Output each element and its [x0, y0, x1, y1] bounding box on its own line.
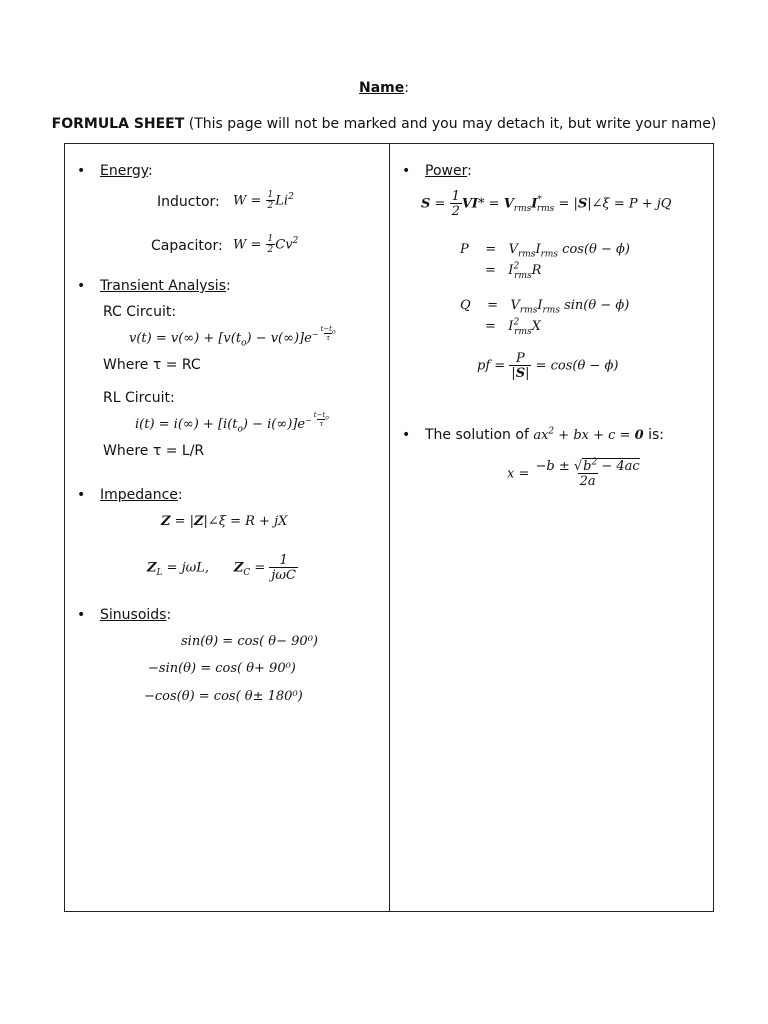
formula-table	[64, 143, 714, 912]
rl-tau-text: Where τ = L/R	[103, 443, 205, 459]
rc-tau-text: Where τ = RC	[103, 357, 201, 373]
quadratic-tail: is:	[648, 427, 664, 443]
name-line	[0, 80, 768, 96]
name-label: Name	[359, 80, 405, 96]
bullet-icon: •	[77, 278, 86, 294]
real-power-equation: P = $V_{rms}I_{rms}$ cos(θ − ϕ)	[460, 242, 630, 260]
sinusoid-identity-2: −sin(θ) = cos( θ+ 90⁰)	[148, 661, 296, 676]
title-line	[0, 116, 768, 132]
reactive-power-equation-alt: = $I^2_{rms}X$	[485, 317, 541, 337]
power-heading: Power:	[425, 163, 472, 179]
reactive-power-equation: Q = $V_{rms}I_{rms}$ sin(θ − ϕ)	[460, 298, 630, 316]
name-colon: :	[404, 80, 409, 96]
bullet-icon: •	[77, 607, 86, 623]
sheet-title: FORMULA SHEET	[51, 116, 185, 132]
quadratic-equation: $ax^2$ + bx + c = 0	[533, 426, 644, 443]
impedance-components-equation: $Z_L = j\omega L$, $Z_C$ = $\frac{1}{\text{jωC}}$	[147, 553, 296, 583]
complex-power-equation: S = $\frac{1}{2}$ $VI* = V_{rms}I^*_{rms}$ = |S|∠ξ = P + jQ	[421, 189, 672, 219]
bullet-icon: •	[402, 427, 411, 443]
quadratic-formula: x = $\frac{-b \pm √b^2 - 4ac}{2a}$	[507, 457, 640, 489]
inductor-energy-equation: W = $\frac{1}{2}$ Li$^2$	[233, 190, 294, 211]
inductor-label: Inductor:	[157, 194, 220, 210]
power-factor-equation: pf = $\frac{P}{|S|}$ = cos(θ − ϕ)	[477, 351, 619, 381]
bullet-icon: •	[77, 163, 86, 179]
sinusoids-heading: Sinusoids:	[100, 607, 172, 623]
rc-circuit-label: RC Circuit:	[103, 304, 177, 320]
real-power-equation-alt: = $I^2_{rms}R$	[485, 261, 542, 281]
quadratic-intro: The solution of	[425, 427, 529, 443]
transient-heading: Transient Analysis:	[100, 278, 231, 294]
impedance-equation: Z = |Z|∠ξ = R + jX	[161, 514, 288, 529]
bullet-icon: •	[77, 487, 86, 503]
energy-heading: Energy:	[100, 163, 153, 179]
impedance-heading: Impedance:	[100, 487, 183, 503]
rc-voltage-equation: $v(t) = v(\infty) + [v(t_o) - v(\infty)]e^{- \frac{t-t_o}{\tau}}$	[129, 324, 336, 349]
sinusoid-identity-3: −cos(θ) = cos( θ± 180⁰)	[144, 689, 303, 704]
capacitor-label: Capacitor:	[151, 238, 223, 254]
column-divider	[389, 144, 390, 911]
rl-circuit-label: RL Circuit:	[103, 390, 175, 406]
quadratic-line	[425, 427, 664, 443]
sheet-note: (This page will not be marked and you may detach it, but write your name)	[184, 116, 717, 132]
capacitor-energy-equation: W = $\frac{1}{2}$ Cv$^2$	[233, 234, 299, 255]
bullet-icon: •	[402, 163, 411, 179]
rl-current-equation: $i(t) = i(\infty) + [i(t_o) - i(\infty)]e^{- \frac{t-t_o}{\tau}}$	[135, 410, 329, 435]
sinusoid-identity-1: sin(θ) = cos( θ− 90⁰)	[181, 634, 318, 649]
